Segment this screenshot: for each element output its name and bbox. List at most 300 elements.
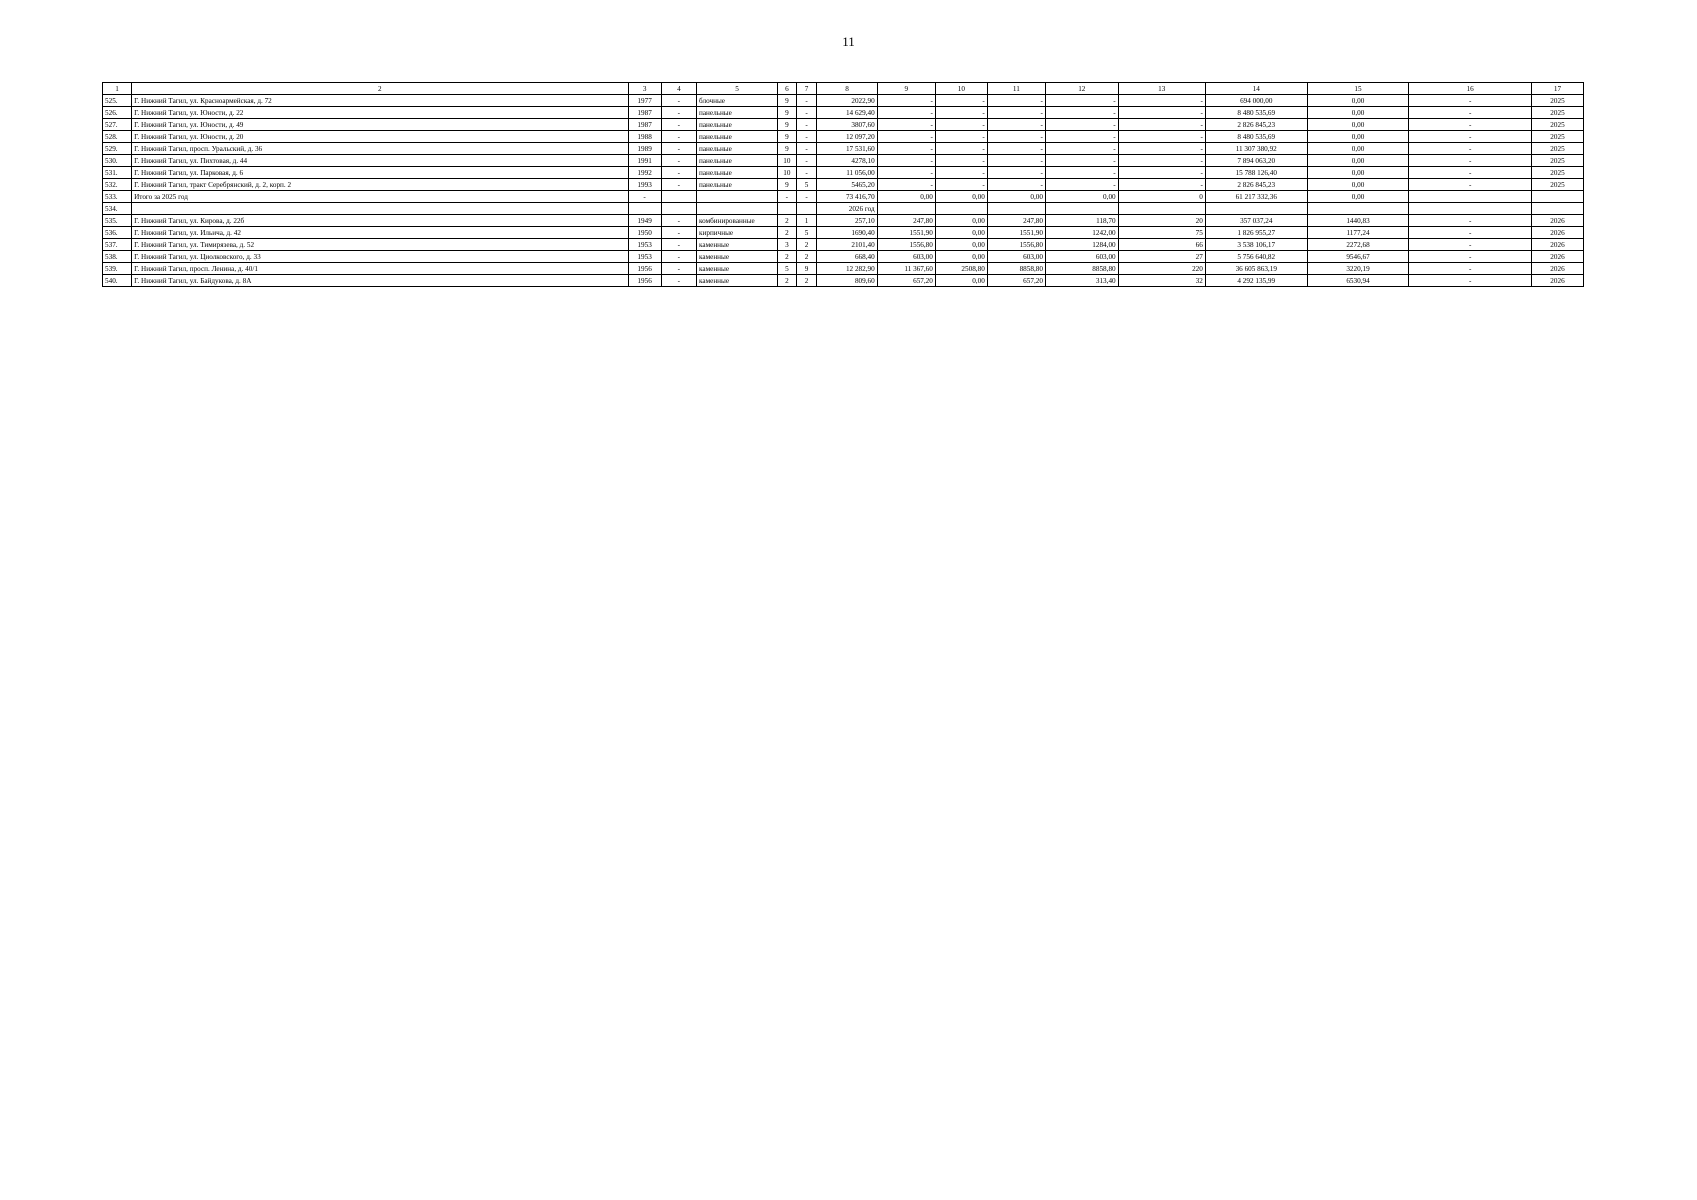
table-cell: 603,00 <box>1045 251 1118 263</box>
table-cell: 540. <box>103 275 132 287</box>
table-cell: Г. Нижний Тагил, просп. Уральский, д. 36 <box>132 143 628 155</box>
table-cell: - <box>661 215 696 227</box>
table-cell <box>1205 203 1307 215</box>
table-cell: - <box>661 179 696 191</box>
table-cell: - <box>1045 155 1118 167</box>
table-cell: - <box>661 239 696 251</box>
table-cell: - <box>935 155 987 167</box>
table-cell: 1177,24 <box>1307 227 1409 239</box>
table-cell: 0,00 <box>877 191 935 203</box>
table-cell: 0 <box>1118 191 1205 203</box>
table-cell: 533. <box>103 191 132 203</box>
table-row <box>103 131 1584 143</box>
total-row <box>103 191 1584 203</box>
table-cell: - <box>1409 263 1532 275</box>
column-header-10: 10 <box>935 83 987 95</box>
table-cell: 2026 <box>1531 263 1583 275</box>
table-cell: 15 788 126,40 <box>1205 167 1307 179</box>
table-cell: 2026 <box>1531 227 1583 239</box>
table-cell: - <box>1118 95 1205 107</box>
table-cell: - <box>661 167 696 179</box>
table-cell: 657,20 <box>987 275 1045 287</box>
table-cell: - <box>796 107 817 119</box>
table-cell: - <box>661 119 696 131</box>
table-cell: 1988 <box>628 131 661 143</box>
table-cell: 14 629,40 <box>817 107 877 119</box>
table-cell: 531. <box>103 167 132 179</box>
table-cell: 75 <box>1118 227 1205 239</box>
table-cell: 5 <box>778 263 797 275</box>
table-cell: Г. Нижний Тагил, просп. Ленина, д. 40/1 <box>132 263 628 275</box>
table-cell: 657,20 <box>877 275 935 287</box>
table-cell: 10 <box>778 155 797 167</box>
data-table <box>102 82 1584 287</box>
table-cell: 0,00 <box>1307 131 1409 143</box>
table-cell: 7 894 063,20 <box>1205 155 1307 167</box>
table-cell: - <box>1118 119 1205 131</box>
table-cell: 36 605 863,19 <box>1205 263 1307 275</box>
table-cell: 1991 <box>628 155 661 167</box>
table-cell <box>628 203 661 215</box>
table-cell: 1953 <box>628 239 661 251</box>
table-cell: - <box>935 119 987 131</box>
table-cell: 3 <box>778 239 797 251</box>
column-header-11: 11 <box>987 83 1045 95</box>
table-cell: 12 282,90 <box>817 263 877 275</box>
table-cell: - <box>661 227 696 239</box>
table-cell: 532. <box>103 179 132 191</box>
table-cell: 0,00 <box>1307 95 1409 107</box>
table-cell: 5 756 640,82 <box>1205 251 1307 263</box>
table-cell: - <box>1409 167 1532 179</box>
table-cell: панельные <box>697 179 778 191</box>
table-cell <box>1118 203 1205 215</box>
table-cell: 17 531,60 <box>817 143 877 155</box>
table-cell: Г. Нижний Тагил, ул. Юности, д. 20 <box>132 131 628 143</box>
table-cell <box>1307 203 1409 215</box>
table-cell: Итого за 2025 год <box>132 191 628 203</box>
table-cell: 1989 <box>628 143 661 155</box>
table-row <box>103 179 1584 191</box>
table-cell: 535. <box>103 215 132 227</box>
table-cell: 0,00 <box>935 239 987 251</box>
table-cell: - <box>778 191 797 203</box>
table-cell <box>1409 203 1532 215</box>
table-cell: 2101,40 <box>817 239 877 251</box>
table-cell: 694 000,00 <box>1205 95 1307 107</box>
table-cell: - <box>987 131 1045 143</box>
table-row <box>103 167 1584 179</box>
column-header-4: 4 <box>661 83 696 95</box>
table-cell: - <box>877 119 935 131</box>
table-cell: 1956 <box>628 263 661 275</box>
table-cell: 9 <box>778 131 797 143</box>
table-cell: 1993 <box>628 179 661 191</box>
table-cell: 11 367,60 <box>877 263 935 275</box>
table-cell: Г. Нижний Тагил, ул. Кирова, д. 22б <box>132 215 628 227</box>
column-header-8: 8 <box>817 83 877 95</box>
table-cell: 27 <box>1118 251 1205 263</box>
table-cell: 8 480 535,69 <box>1205 131 1307 143</box>
table-cell: - <box>796 191 817 203</box>
table-cell <box>1045 203 1118 215</box>
table-cell: - <box>877 95 935 107</box>
table-cell: блочные <box>697 95 778 107</box>
table-cell: 2026 год <box>817 203 877 215</box>
table-cell: 537. <box>103 239 132 251</box>
table-cell: 0,00 <box>935 227 987 239</box>
table-cell: 2026 <box>1531 239 1583 251</box>
table-cell: панельные <box>697 131 778 143</box>
table-cell: - <box>1118 107 1205 119</box>
table-cell: 9 <box>796 263 817 275</box>
table-cell: 4 292 135,99 <box>1205 275 1307 287</box>
table-row <box>103 263 1584 275</box>
table-cell: панельные <box>697 119 778 131</box>
table-cell: - <box>1409 227 1532 239</box>
table-row <box>103 215 1584 227</box>
table-cell <box>132 203 628 215</box>
table-cell: 2 <box>796 275 817 287</box>
table-cell: Г. Нижний Тагил, ул. Юности, д. 49 <box>132 119 628 131</box>
table-header-row <box>103 83 1584 95</box>
table-cell: 247,80 <box>987 215 1045 227</box>
column-header-3: 3 <box>628 83 661 95</box>
table-cell: 0,00 <box>935 275 987 287</box>
table-cell: 3 538 106,17 <box>1205 239 1307 251</box>
table-cell: панельные <box>697 167 778 179</box>
table-cell: - <box>628 191 661 203</box>
table-cell: 313,40 <box>1045 275 1118 287</box>
table-cell: 2025 <box>1531 167 1583 179</box>
table-cell: 257,10 <box>817 215 877 227</box>
column-header-5: 5 <box>697 83 778 95</box>
table-cell: каменные <box>697 275 778 287</box>
table-cell: 1956 <box>628 275 661 287</box>
table-cell <box>697 191 778 203</box>
table-cell: - <box>987 143 1045 155</box>
table-cell: 1949 <box>628 215 661 227</box>
table-cell: 66 <box>1118 239 1205 251</box>
table-cell: Г. Нижний Тагил, ул. Юности, д. 22 <box>132 107 628 119</box>
table-cell: 2 <box>796 239 817 251</box>
table-cell: 1556,80 <box>987 239 1045 251</box>
table-cell: 2026 <box>1531 215 1583 227</box>
column-header-2: 2 <box>132 83 628 95</box>
table-cell: 1440,83 <box>1307 215 1409 227</box>
table-cell: 2 <box>778 227 797 239</box>
table-cell: - <box>1409 107 1532 119</box>
table-cell: панельные <box>697 155 778 167</box>
table-cell: 2272,68 <box>1307 239 1409 251</box>
table-cell <box>987 203 1045 215</box>
table-cell: - <box>987 179 1045 191</box>
table-cell: 9546,67 <box>1307 251 1409 263</box>
table-cell: 5 <box>796 227 817 239</box>
table-cell: 1992 <box>628 167 661 179</box>
table-cell: 539. <box>103 263 132 275</box>
table-cell: Г. Нижний Тагил, ул. Пихтовая, д. 44 <box>132 155 628 167</box>
table-cell: 2 <box>796 251 817 263</box>
table-cell: - <box>1045 131 1118 143</box>
table-cell: панельные <box>697 107 778 119</box>
table-cell: 9 <box>778 119 797 131</box>
table-cell: 5465,20 <box>817 179 877 191</box>
table-cell: - <box>935 167 987 179</box>
table-cell: 538. <box>103 251 132 263</box>
table-cell: 527. <box>103 119 132 131</box>
table-cell: - <box>1409 143 1532 155</box>
column-header-7: 7 <box>796 83 817 95</box>
table-cell: 0,00 <box>935 251 987 263</box>
table-cell: 73 416,70 <box>817 191 877 203</box>
table-cell: - <box>1045 179 1118 191</box>
column-header-13: 13 <box>1118 83 1205 95</box>
table-cell: - <box>1409 179 1532 191</box>
table-cell: Г. Нижний Тагил, ул. Тимирязева, д. 52 <box>132 239 628 251</box>
table-cell: - <box>935 95 987 107</box>
table-cell: - <box>661 143 696 155</box>
table-cell: - <box>935 143 987 155</box>
table-cell: - <box>1045 143 1118 155</box>
table-row <box>103 239 1584 251</box>
table-cell <box>877 203 935 215</box>
table-cell: - <box>1409 155 1532 167</box>
table-cell: 1987 <box>628 107 661 119</box>
table-cell: 0,00 <box>1307 119 1409 131</box>
table-cell: - <box>1118 143 1205 155</box>
table-cell: 5 <box>796 179 817 191</box>
table-cell: 2025 <box>1531 131 1583 143</box>
table-cell: - <box>877 155 935 167</box>
table-cell: - <box>987 95 1045 107</box>
table-cell: 9 <box>778 143 797 155</box>
table-cell: - <box>661 131 696 143</box>
table-cell: 530. <box>103 155 132 167</box>
table-cell: 0,00 <box>935 191 987 203</box>
table-cell: 118,70 <box>1045 215 1118 227</box>
table-cell: - <box>935 131 987 143</box>
table-cell: - <box>877 179 935 191</box>
table-cell: 1242,00 <box>1045 227 1118 239</box>
table-cell: - <box>796 131 817 143</box>
table-cell: 0,00 <box>1307 179 1409 191</box>
table-cell: каменные <box>697 251 778 263</box>
table-cell: 2022,90 <box>817 95 877 107</box>
table-cell: - <box>796 119 817 131</box>
table-cell: 1 826 955,27 <box>1205 227 1307 239</box>
table-cell: 8 480 535,69 <box>1205 107 1307 119</box>
table-cell: 534. <box>103 203 132 215</box>
table-cell: 2 <box>778 251 797 263</box>
table-cell: 2026 <box>1531 251 1583 263</box>
table-cell: - <box>796 167 817 179</box>
table-cell: 526. <box>103 107 132 119</box>
table-cell: - <box>877 107 935 119</box>
table-cell: 2025 <box>1531 95 1583 107</box>
table-cell: 220 <box>1118 263 1205 275</box>
table-cell: - <box>877 143 935 155</box>
table-cell <box>778 203 797 215</box>
table-cell: Г. Нижний Тагил, тракт Серебрянский, д. 2, корп. 2 <box>132 179 628 191</box>
table-cell: 12 097,20 <box>817 131 877 143</box>
table-cell: 10 <box>778 167 797 179</box>
table-cell: 1284,00 <box>1045 239 1118 251</box>
table-cell: - <box>1045 107 1118 119</box>
table-cell: 3220,19 <box>1307 263 1409 275</box>
table-cell: 357 037,24 <box>1205 215 1307 227</box>
table-cell <box>1531 191 1583 203</box>
table-cell: Г. Нижний Тагил, ул. Ильича, д. 42 <box>132 227 628 239</box>
table-cell: - <box>1409 275 1532 287</box>
table-cell: 0,00 <box>1307 191 1409 203</box>
table-cell: - <box>935 107 987 119</box>
table-cell: - <box>661 263 696 275</box>
table-cell: 8858,80 <box>987 263 1045 275</box>
table-cell: 528. <box>103 131 132 143</box>
table-cell: 6530,94 <box>1307 275 1409 287</box>
column-header-16: 16 <box>1409 83 1532 95</box>
table-cell: Г. Нижний Тагил, ул. Циолковского, д. 33 <box>132 251 628 263</box>
table-cell: - <box>1409 95 1532 107</box>
column-header-1: 1 <box>103 83 132 95</box>
table-row <box>103 107 1584 119</box>
table-cell: 0,00 <box>935 215 987 227</box>
table-cell: - <box>796 95 817 107</box>
table-cell: 2025 <box>1531 107 1583 119</box>
page-number: 11 <box>842 34 855 49</box>
table-cell: каменные <box>697 239 778 251</box>
table-cell: 0,00 <box>1307 143 1409 155</box>
table-cell: - <box>987 107 1045 119</box>
table-cell: - <box>987 155 1045 167</box>
table-cell: 4278,10 <box>817 155 877 167</box>
column-header-15: 15 <box>1307 83 1409 95</box>
table-cell: 1977 <box>628 95 661 107</box>
table-cell: - <box>987 119 1045 131</box>
table-cell: 0,00 <box>987 191 1045 203</box>
table-cell: 20 <box>1118 215 1205 227</box>
table-cell: - <box>1118 155 1205 167</box>
table-cell: - <box>796 143 817 155</box>
table-cell: - <box>661 155 696 167</box>
table-cell: - <box>877 131 935 143</box>
table-cell: 2 <box>778 275 797 287</box>
table-cell: - <box>661 95 696 107</box>
table-cell: 0,00 <box>1307 167 1409 179</box>
table-cell: 9 <box>778 107 797 119</box>
table-row <box>103 275 1584 287</box>
table-cell: 536. <box>103 227 132 239</box>
table-row <box>103 95 1584 107</box>
table-cell: 2 <box>778 215 797 227</box>
table-cell: 9 <box>778 95 797 107</box>
table-cell <box>935 203 987 215</box>
table-cell: комбинированные <box>697 215 778 227</box>
table-cell: кирпичные <box>697 227 778 239</box>
table-cell: 32 <box>1118 275 1205 287</box>
table-cell: 529. <box>103 143 132 155</box>
table-cell: 1556,80 <box>877 239 935 251</box>
table-cell <box>1409 191 1532 203</box>
table-cell: - <box>1409 131 1532 143</box>
table-cell: 11 307 380,92 <box>1205 143 1307 155</box>
table-cell: 525. <box>103 95 132 107</box>
table-cell: 2025 <box>1531 155 1583 167</box>
column-header-9: 9 <box>877 83 935 95</box>
table-cell: 1 <box>796 215 817 227</box>
table-row <box>103 143 1584 155</box>
table-cell: 1950 <box>628 227 661 239</box>
table-cell: 3807,60 <box>817 119 877 131</box>
table-cell: 2025 <box>1531 179 1583 191</box>
column-header-12: 12 <box>1045 83 1118 95</box>
year-row <box>103 203 1584 215</box>
table-cell: 2508,80 <box>935 263 987 275</box>
table-cell: 668,40 <box>817 251 877 263</box>
table-cell <box>661 191 696 203</box>
column-header-14: 14 <box>1205 83 1307 95</box>
table-cell: 1551,90 <box>987 227 1045 239</box>
table-cell: - <box>1045 119 1118 131</box>
table-cell: - <box>1409 251 1532 263</box>
table-cell: 2025 <box>1531 119 1583 131</box>
table-cell: 0,00 <box>1307 107 1409 119</box>
table-cell: 61 217 332,36 <box>1205 191 1307 203</box>
table-cell: 1987 <box>628 119 661 131</box>
table-cell: - <box>661 107 696 119</box>
table-row <box>103 155 1584 167</box>
table-cell: 247,80 <box>877 215 935 227</box>
table-cell <box>1531 203 1583 215</box>
table-cell: - <box>1118 131 1205 143</box>
table-row <box>103 251 1584 263</box>
table-cell: 2 826 845,23 <box>1205 119 1307 131</box>
table-cell: 1690,40 <box>817 227 877 239</box>
table-cell <box>661 203 696 215</box>
table-cell: 11 056,00 <box>817 167 877 179</box>
table-cell: 1551,90 <box>877 227 935 239</box>
table-cell: 2025 <box>1531 143 1583 155</box>
table-cell: 603,00 <box>877 251 935 263</box>
table-cell: 809,60 <box>817 275 877 287</box>
table-cell: 603,00 <box>987 251 1045 263</box>
table-cell: 0,00 <box>1307 155 1409 167</box>
table-cell: - <box>935 179 987 191</box>
table-body <box>103 95 1584 287</box>
table-cell: 1953 <box>628 251 661 263</box>
table-cell: - <box>661 251 696 263</box>
table-cell: - <box>1409 215 1532 227</box>
table-cell: - <box>1409 119 1532 131</box>
table-cell: Г. Нижний Тагил, ул. Красноармейская, д. 72 <box>132 95 628 107</box>
table-cell: 2026 <box>1531 275 1583 287</box>
table-cell: - <box>1045 95 1118 107</box>
table-row <box>103 119 1584 131</box>
table-cell: - <box>661 275 696 287</box>
table-cell: панельные <box>697 143 778 155</box>
table-row <box>103 227 1584 239</box>
column-header-17: 17 <box>1531 83 1583 95</box>
table-cell: - <box>877 167 935 179</box>
table-cell: 0,00 <box>1045 191 1118 203</box>
table-cell <box>697 203 778 215</box>
table-cell: - <box>1118 179 1205 191</box>
table-cell: 2 826 845,23 <box>1205 179 1307 191</box>
column-header-6: 6 <box>778 83 797 95</box>
table-cell: 9 <box>778 179 797 191</box>
table-cell: Г. Нижний Тагил, ул. Парковая, д. 6 <box>132 167 628 179</box>
